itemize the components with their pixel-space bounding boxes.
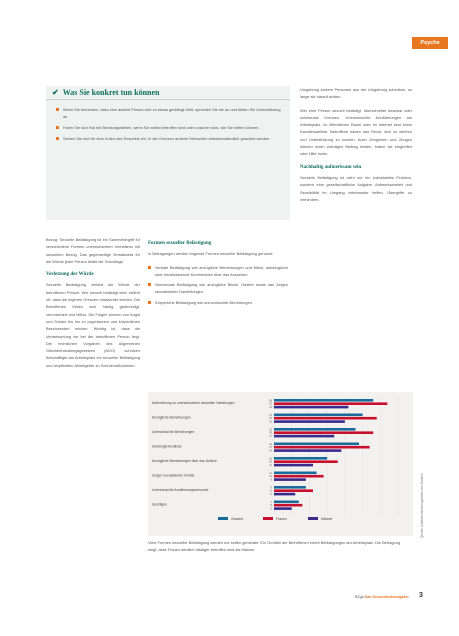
data-label: 21 (269, 406, 272, 410)
data-label: 14 (269, 475, 272, 479)
legend-label: Frauen (276, 517, 287, 521)
right-column-text: Wer eine Person sexuell belästigt, überschreitet bewusst oder unbewusst Grenzen. Unerwünschte Annäherungen am Arbeitsplatz, im öffentlichen Raum oder im Internet sind keine Kavaliersdelikte. Betroffene haben das Recht, sich zu wehren und Unterstützung zu suchen. Auch Zeuginnen und Zeugen können einen wichtigen Beitrag leisten, indem sie eingreifen oder Hilfe holen. (300, 107, 412, 157)
bar (274, 431, 373, 434)
data-label: 20 (269, 420, 272, 424)
middle-column-item: Körperliche Belästigung wie unerwünschte Berührungen. (148, 299, 288, 306)
bar (274, 420, 345, 423)
bar (274, 475, 324, 478)
legend-swatch (218, 517, 228, 520)
chart-source-text: Quelle: Antidiskriminierungsstelle des Bundes (420, 473, 424, 538)
category-label: Aufdringliche Blicke (152, 444, 182, 449)
right-column-heading: Nachhaltig aufmerksam sein (300, 164, 362, 170)
chart-source (418, 468, 426, 538)
data-label: 27 (269, 446, 272, 450)
bar (274, 428, 355, 431)
left-column (46, 236, 140, 375)
bar (274, 507, 292, 510)
bar-chart-svg (148, 392, 413, 536)
tips-box-title: Was Sie konkret tun können (62, 88, 160, 97)
legend-swatch (263, 517, 273, 520)
left-column-heading: Verletzung der Würde (46, 272, 94, 278)
legend-label: Männer (321, 517, 333, 521)
tips-list (46, 100, 290, 142)
chart-caption: Viele Formen sexueller Belästigung werden nur selten gemeldet. Ein Großteil der Betroffenen erlebt Belästigungen am Arbeitsplatz. Die Befragung zeigt, dass Frauen deutlich häufiger betroffen sind als Männer. (148, 540, 401, 552)
category-label: Anzügliche Bemerkungen über das Äußere (152, 459, 217, 463)
category-label: Sonstiges (152, 502, 167, 507)
left-column-intro: Bezug: Sexuelle Belästigung ist ein Sammelbegriff für verschiedene Formen unerwünschten Verhaltens mit sexuellem Bezug. Das gegenseitige Verständnis für die Würde jeder Person bildet die Grundlage. (46, 237, 140, 264)
bar (274, 406, 348, 409)
bar (274, 486, 306, 489)
data-label: 15 (269, 457, 272, 461)
footer-title: Das Gesundheitsmagazin (364, 595, 409, 599)
middle-column-intro: In Befragungen werden folgende Formen sexueller Belästigung genannt: (148, 251, 274, 257)
middle-column-item: Nonverbale Belästigung wie anzügliche Blicke, Gesten sowie das Zeigen sexualisierter Darstellungen. (148, 281, 288, 296)
bar (274, 417, 377, 420)
bar (274, 464, 313, 467)
data-label: 23 (269, 428, 272, 432)
data-label: 9 (270, 486, 272, 490)
bar (274, 472, 317, 475)
data-label: 12 (269, 471, 272, 475)
data-label: 5 (270, 507, 272, 511)
category-label: Zeigen sexualisierter Inhalte (152, 473, 195, 478)
middle-column-heading: Formen sexueller Belästigung (148, 241, 212, 246)
footer (355, 595, 409, 599)
bar (274, 493, 295, 496)
data-label: 11 (269, 464, 272, 468)
bar (274, 457, 327, 460)
bar (274, 399, 373, 402)
category-label: Aufforderung zu unerwünschten sexuellen Handlungen (152, 401, 235, 405)
bar (274, 504, 302, 507)
page-number: 3 (419, 592, 423, 599)
category-label: Anzügliche Bemerkungen (152, 415, 191, 420)
middle-column (148, 236, 288, 309)
data-label: 9 (270, 478, 272, 482)
bar (274, 501, 299, 504)
data-label: 17 (269, 435, 272, 439)
bar (274, 446, 370, 449)
left-column-text: Sexuelle Belästigung verletzt die Würde der betroffenen Person. Wer sexuell belästigt wird, erfährt oft, dass die eigenen Grenzen missachtet werden. Die Betroffenen fühlen sich häufig gedemütigt, verunsichert und hilflos. Die Folgen können von Angst und Scham bis hin zu psychischen und körperlichen Beschwerden reichen. Wichtig ist, dass die Verantwortung nie bei der betroffenen Person liegt. Die rechtlichen Vorgaben des Allgemeinen Gleichbehandlungsgesetzes (AGG) schützen Beschäftigte am Arbeitsplatz vor sexueller Belästigung und verpflichten Arbeitgeber zu Schutzmaßnahmen. (46, 282, 140, 368)
data-label: 19 (269, 449, 272, 453)
tips-item: Setzen Sie sich für eine Kultur des Respekts ein, in der Grenzen anderer Menschen selbstverständlich geachtet werden. (56, 135, 282, 142)
data-label: 11 (269, 489, 272, 493)
data-label: 28 (269, 399, 272, 403)
footer-journal: BZgA (355, 595, 364, 599)
legend-label: Gesamt (231, 517, 243, 521)
bar (274, 435, 334, 438)
bar (274, 460, 338, 463)
middle-column-list (148, 264, 288, 306)
legend-swatch (308, 517, 318, 520)
data-label: 8 (270, 504, 272, 508)
data-label: 7 (270, 500, 272, 504)
tips-box-header (46, 86, 290, 100)
middle-column-item: Verbale Belästigung wie anzügliche Bemerkungen und Witze, aufdringliche oder herabsetzende Kommentare über das Aussehen. (148, 264, 288, 279)
data-label: 32 (269, 402, 272, 406)
bar-chart (148, 392, 413, 536)
tips-item: Wenn Sie bemerken, dass eine andere Person sich zu etwas gedrängt fühlt, sprechen Sie sie an und bieten Sie Unterstützung an. (56, 106, 282, 120)
category-label: Unerwünschte Berührungen (152, 430, 195, 434)
tips-box (46, 86, 290, 220)
section-tag: Psyche (412, 37, 448, 49)
bar (274, 402, 387, 405)
bar (274, 449, 341, 452)
tips-item: Holen Sie sich Rat bei Beratungsstellen, wenn Sie selbst betroffen sind oder unsicher sind, wie Sie helfen können. (56, 124, 282, 131)
right-column-text-2: Sexuelle Belästigung ist nicht nur ein individuelles Problem, sondern eine gesellschaftliche Aufgabe. Aufmerksamkeit und Sensibilität im Umgang miteinander helfen, Übergriffe zu verhindern. (300, 174, 412, 202)
bar (274, 414, 363, 417)
bar (274, 489, 313, 492)
data-label: 25 (269, 413, 272, 417)
data-label: 6 (270, 493, 272, 497)
checkmark-icon: ✔ (52, 88, 59, 97)
category-label: Unerwünschte Annäherungsversuche (152, 488, 209, 492)
bar (274, 478, 306, 481)
data-label: 18 (269, 460, 272, 464)
data-label: 24 (269, 442, 272, 446)
data-label: 29 (269, 417, 272, 421)
data-label: 28 (269, 431, 272, 435)
box-side-text: Umgebung Andere Personen aus der Umgebung schenken, so lange sie darauf achten. (300, 87, 412, 100)
bar (274, 443, 359, 446)
right-column-top (300, 86, 412, 209)
